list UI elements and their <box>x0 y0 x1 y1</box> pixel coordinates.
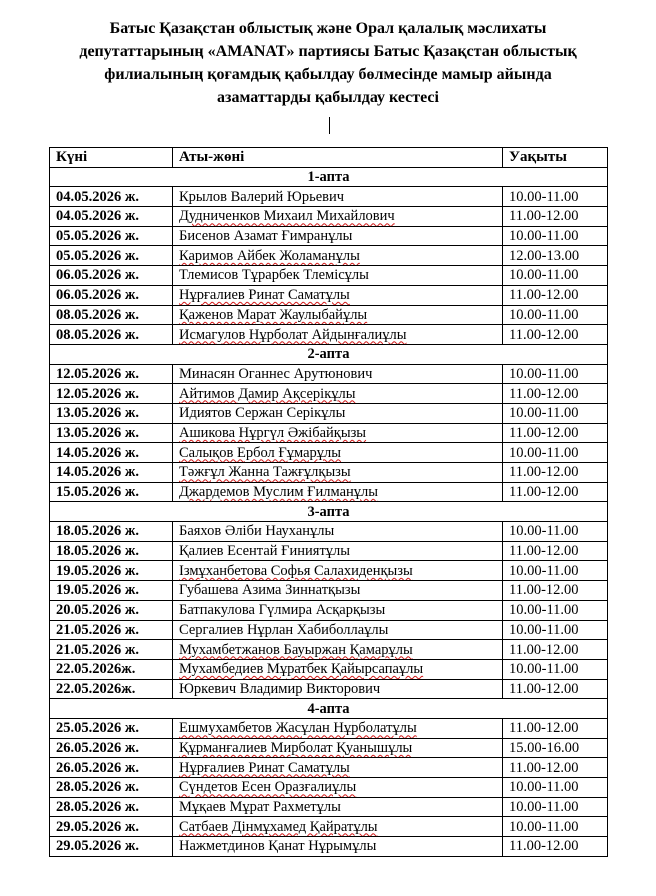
date-cell: 21.05.2026 ж. <box>50 640 173 660</box>
time-cell: 15.00-16.00 <box>503 738 608 758</box>
name-cell <box>173 640 503 660</box>
date-cell: 29.05.2026 ж. <box>50 837 173 857</box>
date-cell: 22.05.2026ж. <box>50 659 173 679</box>
name-cell <box>173 325 503 345</box>
name-text: Салықов Ербол Ғұмарұлы <box>179 444 342 461</box>
name-cell: Бисенов Азамат Ғимранұлы <box>173 226 503 246</box>
document-title <box>40 17 616 109</box>
date-cell: 15.05.2026 ж. <box>50 482 173 502</box>
table-row <box>50 207 608 227</box>
date-cell: 12.05.2026 ж. <box>50 384 173 404</box>
name-text: Сүндетов Есен Оразғалиұлы <box>179 779 357 796</box>
table-row <box>50 817 608 837</box>
name-cell: Қалиев Есентай Ғиниятұлы <box>173 541 503 561</box>
time-cell: 10.00-11.00 <box>503 266 608 286</box>
week-row <box>50 344 608 364</box>
table-row <box>50 541 608 561</box>
name-text: Айтимов Дамир Ақсерікұлы <box>179 385 356 402</box>
table-row <box>50 718 608 738</box>
table-row <box>50 522 608 542</box>
week-row <box>50 502 608 522</box>
table-row <box>50 581 608 601</box>
name-text: Каримов Айбек Жоламанұлы <box>179 247 360 264</box>
table-row <box>50 679 608 699</box>
name-cell: Тлемисов Тұрарбек Тлемісұлы <box>173 266 503 286</box>
date-cell: 25.05.2026 ж. <box>50 718 173 738</box>
name-cell: Юркевич Владимир Викторович <box>173 679 503 699</box>
table-row <box>50 561 608 581</box>
table-row <box>50 778 608 798</box>
name-cell <box>173 718 503 738</box>
name-text: Сатбаев Дінмұхамед Қайратұлы <box>179 818 378 835</box>
name-cell <box>173 305 503 325</box>
table-row <box>50 187 608 207</box>
time-cell: 11.00-12.00 <box>503 325 608 345</box>
table-row <box>50 797 608 817</box>
table-row <box>50 423 608 443</box>
date-cell: 13.05.2026 ж. <box>50 423 173 443</box>
time-cell: 10.00-11.00 <box>503 226 608 246</box>
week-label: 3-апта <box>50 502 608 522</box>
table-row <box>50 226 608 246</box>
title-line: азаматтарды қабылдау кестесі <box>217 89 439 106</box>
time-cell: 10.00-11.00 <box>503 620 608 640</box>
table-row <box>50 758 608 778</box>
table-row <box>50 443 608 463</box>
date-cell: 18.05.2026 ж. <box>50 541 173 561</box>
name-cell: Батпакулова Гүлмира Асқарқызы <box>173 600 503 620</box>
name-cell <box>173 207 503 227</box>
schedule-table <box>49 147 608 857</box>
name-text: Ешмухамбетов Жасұлан Нұрболатұлы <box>179 720 417 737</box>
table-row <box>50 463 608 483</box>
name-cell: Крылов Валерий Юрьевич <box>173 187 503 207</box>
table-row <box>50 640 608 660</box>
time-cell: 11.00-12.00 <box>503 758 608 778</box>
name-text: Нұрғалиев Ринат Саматұлы <box>179 759 350 776</box>
table-row <box>50 600 608 620</box>
date-cell: 08.05.2026 ж. <box>50 325 173 345</box>
date-cell: 08.05.2026 ж. <box>50 305 173 325</box>
time-cell: 10.00-11.00 <box>503 364 608 384</box>
time-cell: 10.00-11.00 <box>503 403 608 423</box>
schedule-body <box>50 167 608 856</box>
time-cell: 11.00-12.00 <box>503 679 608 699</box>
name-cell: Мұқаев Мұрат Рахметұлы <box>173 797 503 817</box>
week-label: 1-апта <box>50 167 608 187</box>
time-cell: 11.00-12.00 <box>503 384 608 404</box>
name-cell <box>173 758 503 778</box>
date-cell: 05.05.2026 ж. <box>50 226 173 246</box>
name-cell: Нажметдинов Қанат Нұрымұлы <box>173 837 503 857</box>
name-text: Нұрғалиев Ринат Саматұлы <box>179 287 350 304</box>
date-cell: 20.05.2026 ж. <box>50 600 173 620</box>
time-cell: 11.00-12.00 <box>503 285 608 305</box>
table-row <box>50 659 608 679</box>
time-cell: 11.00-12.00 <box>503 581 608 601</box>
table-row <box>50 285 608 305</box>
name-cell <box>173 817 503 837</box>
date-cell: 12.05.2026 ж. <box>50 364 173 384</box>
date-cell: 19.05.2026 ж. <box>50 561 173 581</box>
name-text: Дудниченков Михаил Михайлович <box>179 208 395 225</box>
table-row <box>50 482 608 502</box>
table-row <box>50 384 608 404</box>
date-cell: 19.05.2026 ж. <box>50 581 173 601</box>
time-cell: 10.00-11.00 <box>503 797 608 817</box>
name-cell: Сергалиев Нұрлан Хабиболлаұлы <box>173 620 503 640</box>
title-line: филиалының қоғамдық қабылдау бөлмесінде мамыр айында <box>104 66 552 83</box>
table-row <box>50 738 608 758</box>
time-cell: 11.00-12.00 <box>503 207 608 227</box>
time-cell: 10.00-11.00 <box>503 778 608 798</box>
time-cell: 11.00-12.00 <box>503 482 608 502</box>
name-cell: Баяхов Әліби Науханұлы <box>173 522 503 542</box>
time-cell: 10.00-11.00 <box>503 600 608 620</box>
name-cell <box>173 778 503 798</box>
name-cell <box>173 443 503 463</box>
date-cell: 14.05.2026 ж. <box>50 463 173 483</box>
time-cell: 11.00-12.00 <box>503 837 608 857</box>
name-cell: Губашева Азима Зиннатқызы <box>173 581 503 601</box>
date-cell: 14.05.2026 ж. <box>50 443 173 463</box>
time-cell: 11.00-12.00 <box>503 541 608 561</box>
name-cell <box>173 561 503 581</box>
time-cell: 10.00-11.00 <box>503 817 608 837</box>
table-row <box>50 837 608 857</box>
time-cell: 10.00-11.00 <box>503 561 608 581</box>
name-cell <box>173 482 503 502</box>
header-name: Аты-жөні <box>173 148 503 168</box>
name-cell <box>173 285 503 305</box>
time-cell: 11.00-12.00 <box>503 718 608 738</box>
time-cell: 10.00-11.00 <box>503 187 608 207</box>
date-cell: 18.05.2026 ж. <box>50 522 173 542</box>
title-line: депутаттарының «AMANAT» партиясы Батыс Қазақстан облыстық <box>79 43 577 60</box>
week-label: 2-апта <box>50 344 608 364</box>
name-text: Тәжғұл Жанна Тажғұлқызы <box>179 464 351 481</box>
date-cell: 22.05.2026ж. <box>50 679 173 699</box>
time-cell: 10.00-11.00 <box>503 659 608 679</box>
name-text: Джардемов Муслим Ғилманұлы <box>179 484 379 501</box>
name-text: Мухамбетжанов Бауыржан Қамарұлы <box>179 641 413 658</box>
time-cell: 12.00-13.00 <box>503 246 608 266</box>
name-cell <box>173 463 503 483</box>
date-cell: 04.05.2026 ж. <box>50 207 173 227</box>
date-cell: 13.05.2026 ж. <box>50 403 173 423</box>
date-cell: 06.05.2026 ж. <box>50 266 173 286</box>
header-time: Уақыты <box>503 148 608 168</box>
text-cursor <box>329 117 330 134</box>
date-cell: 06.05.2026 ж. <box>50 285 173 305</box>
date-cell: 05.05.2026 ж. <box>50 246 173 266</box>
name-text: Мухамбедиев Мұратбек Қайырсапаұлы <box>179 661 424 678</box>
date-cell: 04.05.2026 ж. <box>50 187 173 207</box>
time-cell: 10.00-11.00 <box>503 443 608 463</box>
date-cell: 26.05.2026 ж. <box>50 758 173 778</box>
name-cell: Минасян Оганнес Арутюнович <box>173 364 503 384</box>
time-cell: 11.00-12.00 <box>503 640 608 660</box>
name-text: Ізмұханбетова Софья Салахиденқызы <box>179 562 413 579</box>
table-row <box>50 266 608 286</box>
date-cell: 29.05.2026 ж. <box>50 817 173 837</box>
table-row <box>50 620 608 640</box>
time-cell: 10.00-11.00 <box>503 522 608 542</box>
table-row <box>50 246 608 266</box>
table-row <box>50 364 608 384</box>
date-cell: 21.05.2026 ж. <box>50 620 173 640</box>
table-row <box>50 403 608 423</box>
time-cell: 10.00-11.00 <box>503 305 608 325</box>
name-cell <box>173 246 503 266</box>
week-row <box>50 699 608 719</box>
name-text: Ашикова Нұргүл Әжібайқызы <box>179 424 367 441</box>
week-row <box>50 167 608 187</box>
time-cell: 11.00-12.00 <box>503 423 608 443</box>
name-text: Исмагулов Нұрболат Айдынғалиұлы <box>179 326 407 343</box>
date-cell: 26.05.2026 ж. <box>50 738 173 758</box>
name-cell <box>173 738 503 758</box>
table-row <box>50 305 608 325</box>
date-cell: 28.05.2026 ж. <box>50 797 173 817</box>
date-cell: 28.05.2026 ж. <box>50 778 173 798</box>
name-cell <box>173 384 503 404</box>
name-cell <box>173 659 503 679</box>
name-cell <box>173 423 503 443</box>
header-row <box>50 148 608 168</box>
name-text: Құрманғалиев Мирболат Қуанышұлы <box>179 739 413 756</box>
name-text: Қаженов Марат Жаулыбайұлы <box>179 306 368 323</box>
time-cell: 11.00-12.00 <box>503 463 608 483</box>
title-line: Батыс Қазақстан облыстық және Орал қалалық мәслихаты <box>109 20 547 37</box>
table-row <box>50 325 608 345</box>
week-label: 4-апта <box>50 699 608 719</box>
header-date: Күні <box>50 148 173 168</box>
name-cell: Идиятов Сержан Серікұлы <box>173 403 503 423</box>
